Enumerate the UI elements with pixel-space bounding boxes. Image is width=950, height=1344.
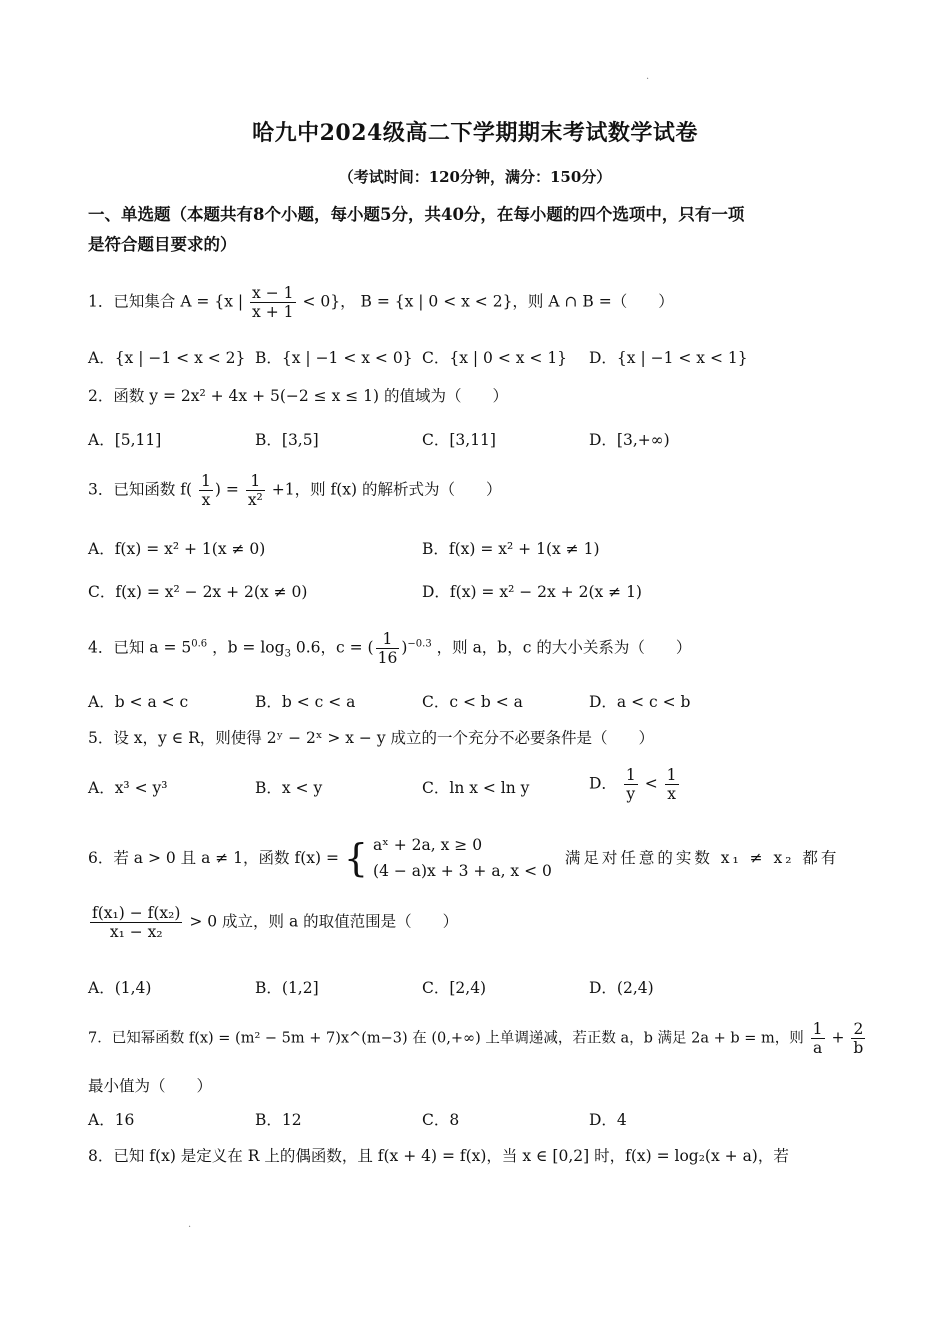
question-2: 2．函数 y = 2x² + 4x + 5(−2 ≤ x ≤ 1) 的值域为（ ） bbox=[88, 387, 509, 405]
q4-mid: ，b = log bbox=[212, 638, 285, 657]
q3-fraction-1 bbox=[199, 472, 213, 509]
q5-option-d[interactable] bbox=[589, 766, 681, 803]
q7-options bbox=[88, 1108, 868, 1134]
q3-frac1-num: 1 bbox=[201, 472, 211, 490]
q2-option-d[interactable]: D．[3,+∞) bbox=[589, 431, 670, 449]
q7-fraction-2 bbox=[851, 1020, 865, 1057]
q1-option-d[interactable]: D．{x | −1 < x < 1} bbox=[589, 349, 748, 367]
q7-frac1-den: a bbox=[812, 1039, 823, 1057]
q6-options bbox=[88, 976, 868, 1002]
q7-option-b[interactable]: B．12 bbox=[255, 1111, 302, 1129]
q5-d-frac-2 bbox=[665, 766, 679, 803]
question-3: 3．已知函数 f( $\frac{1}{x}$ ) = $\frac{1}{\text{x²}}$ +1，则 f(x) 的解析式为（ ） bbox=[88, 472, 502, 509]
exam-title: 哈九中2024级高二下学期期末考试数学试卷 bbox=[252, 120, 698, 146]
q6-frac-den: x₁ − x₂ bbox=[109, 923, 163, 941]
q4-fraction bbox=[376, 630, 400, 667]
q4-a-exp: 0.6 bbox=[191, 638, 208, 650]
q7-frac2-den: b bbox=[853, 1039, 864, 1057]
exam-subtitle: （考试时间：120分钟，满分：150分） bbox=[338, 168, 612, 186]
q7-option-a[interactable]: A．16 bbox=[88, 1111, 135, 1129]
q4-prefix: 4．已知 a = 5 bbox=[88, 638, 192, 657]
q2-option-c[interactable]: C．[3,11] bbox=[422, 431, 496, 449]
q3-frac2-num: 1 bbox=[246, 472, 265, 491]
q4-option-d[interactable]: D．a < c < b bbox=[589, 693, 691, 711]
section-heading-line2: 是符合题目要求的） bbox=[88, 235, 237, 254]
q7-option-c[interactable]: C．8 bbox=[422, 1111, 460, 1129]
q4-mid2: 0.6，c = bbox=[295, 638, 363, 657]
q6-fraction bbox=[90, 904, 182, 941]
q3-eq: = bbox=[225, 480, 239, 499]
q3-option-d[interactable]: D．f(x) = x² − 2x + 2(x ≠ 1) bbox=[422, 583, 642, 601]
q1-option-c[interactable]: C．{x | 0 < x < 1} bbox=[422, 349, 568, 367]
q3-option-c[interactable]: C．f(x) = x² − 2x + 2(x ≠ 0) bbox=[88, 583, 308, 601]
question-8: 8．已知 f(x) 是定义在 R 上的偶函数，且 f(x + 4) = f(x)，当 x ∈ [0,2] 时，f(x) = log₂(x + a)，若 bbox=[88, 1147, 789, 1165]
q5-d-den1: y bbox=[626, 785, 636, 803]
q6-prefix: 6．若 a > 0 且 a ≠ 1，函数 f(x) = bbox=[88, 849, 339, 867]
q7-frac2-num: 2 bbox=[851, 1020, 865, 1039]
q3-options-row2 bbox=[88, 580, 868, 606]
section-heading bbox=[88, 200, 868, 260]
scan-dot-bottom: · bbox=[188, 1222, 192, 1233]
q5-d-frac-1 bbox=[624, 766, 638, 803]
q6-option-c[interactable]: C．[2,4) bbox=[422, 979, 487, 997]
q1-option-a[interactable]: A．{x | −1 < x < 2} bbox=[88, 349, 246, 367]
question-1 bbox=[88, 284, 868, 321]
q7-fraction-1 bbox=[811, 1020, 825, 1057]
q2-option-a[interactable]: A．[5,11] bbox=[88, 431, 162, 449]
q1-frac-num: x − 1 bbox=[252, 284, 294, 302]
q3-frac1-den: x bbox=[201, 491, 211, 509]
q6-option-b[interactable]: B．(1,2] bbox=[255, 979, 319, 997]
q7-option-d[interactable]: D．4 bbox=[589, 1111, 627, 1129]
question-6-line-2 bbox=[88, 904, 868, 941]
q3-options-row1 bbox=[88, 537, 868, 563]
q4-frac-num: 1 bbox=[376, 630, 400, 649]
q6-case-2: (4 − a)x + 3 + a, x < 0 bbox=[373, 862, 552, 880]
q7-frac1-num: 1 bbox=[812, 1020, 823, 1038]
q6-option-a[interactable]: A．(1,4) bbox=[88, 979, 152, 997]
q6-line2-suffix: > 0 成立，则 a 的取值范围是（ ） bbox=[189, 912, 459, 931]
q1-mid: B = {x | 0 < x < 2}，则 A ∩ B =（ ） bbox=[360, 292, 674, 311]
question-5: 5．设 x，y ∈ R，则使得 2ʸ − 2ˣ > x − y 成立的一个充分不必要条件是（ ） bbox=[88, 729, 655, 747]
q4-option-b[interactable]: B．b < c < a bbox=[255, 693, 356, 711]
q6-brace: { bbox=[343, 836, 369, 880]
q1-prefix: 1．已知集合 bbox=[88, 292, 176, 311]
q3-fraction-2 bbox=[246, 472, 265, 509]
q1-frac-den: x + 1 bbox=[252, 303, 294, 321]
q3-frac2-den: x² bbox=[247, 491, 263, 509]
q2-options bbox=[88, 428, 868, 454]
q5-d-num1: 1 bbox=[625, 766, 636, 784]
q5-option-a[interactable]: A．x³ < y³ bbox=[88, 779, 168, 797]
question-6 bbox=[88, 832, 868, 886]
q6-case-1: aˣ + 2a, x ≥ 0 bbox=[373, 836, 483, 854]
q6-suffix: 满足对任意的实数 x₁ ≠ x₂ 都有 bbox=[564, 849, 840, 867]
q5-option-d-prefix: D． bbox=[589, 774, 617, 793]
q5-d-den2: x bbox=[667, 785, 676, 803]
q7-text: 7．已知幂函数 f(x) = (m² − 5m + 7)x^(m−3) 在 (0,+∞) 上单调递减，若正数 a，b 满足 2a + b = m，则 bbox=[88, 1030, 804, 1047]
q4-log-base: 3 bbox=[284, 648, 291, 660]
q5-option-b[interactable]: B．x < y bbox=[255, 779, 323, 797]
q7-plus: + bbox=[831, 1028, 845, 1047]
scan-dot: · bbox=[646, 74, 650, 85]
q3-prefix: 3．已知函数 f bbox=[88, 480, 187, 499]
q1-set-a-right: < 0}， bbox=[302, 292, 356, 311]
question-4: 4．已知 $a = 5^{0.6}$ ，$b = \log_3 0.6$，c = ( $\frac{1}{16}$ )$^{-0.3}$ ，则 a，b，c 的大小关系为（ ） bbox=[88, 630, 692, 667]
q5-option-c[interactable]: C．ln x < ln y bbox=[422, 779, 530, 797]
q5-options bbox=[88, 766, 868, 814]
q4-option-c[interactable]: C．c < b < a bbox=[422, 693, 523, 711]
q2-option-b[interactable]: B．[3,5] bbox=[255, 431, 319, 449]
q6-option-d[interactable]: D．(2,4) bbox=[589, 979, 654, 997]
q1-fraction bbox=[250, 284, 295, 321]
q5-d-lt: < bbox=[644, 774, 658, 793]
q1-set-a-left: A = {x | bbox=[180, 292, 244, 311]
question-7 bbox=[88, 1020, 868, 1057]
q3-option-a[interactable]: A．f(x) = x² + 1(x ≠ 0) bbox=[88, 540, 266, 558]
q4-frac-den: 16 bbox=[377, 649, 398, 667]
q4-option-a[interactable]: A．b < a < c bbox=[88, 693, 189, 711]
q3-suffix: +1，则 f(x) 的解析式为（ ） bbox=[271, 480, 502, 499]
q5-d-num2: 1 bbox=[666, 766, 677, 784]
question-7-line-2: 最小值为（ ） bbox=[88, 1077, 213, 1095]
q3-option-b[interactable]: B．f(x) = x² + 1(x ≠ 1) bbox=[422, 540, 600, 558]
q6-frac-num: f(x₁) − f(x₂) bbox=[92, 904, 181, 922]
q6-cases bbox=[373, 832, 552, 884]
q1-option-b[interactable]: B．{x | −1 < x < 0} bbox=[255, 349, 413, 367]
q4-c-exp: −0.3 bbox=[407, 638, 432, 650]
section-heading-line1: 一、单选题（本题共有8个小题，每小题5分，共40分，在每小题的四个选项中，只有一项 bbox=[88, 205, 745, 224]
q4-suffix: ，则 a，b，c 的大小关系为（ ） bbox=[436, 638, 692, 657]
q1-options bbox=[88, 346, 868, 372]
q4-options bbox=[88, 690, 868, 716]
